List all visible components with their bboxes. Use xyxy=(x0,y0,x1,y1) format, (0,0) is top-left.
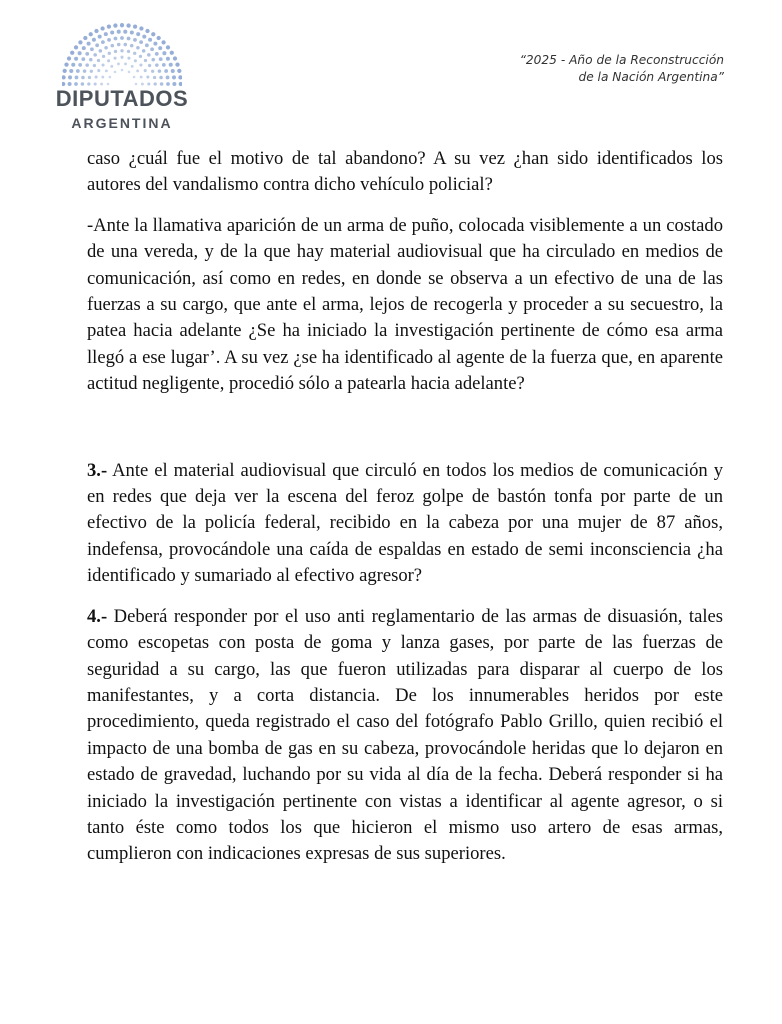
dome-dot xyxy=(89,58,93,62)
dome-dot xyxy=(130,31,134,35)
dome-dot xyxy=(74,57,78,61)
dome-dot xyxy=(117,30,121,34)
paragraph-weapon-question: -Ante la llamativa aparición de un arma de puño, colocada visiblemente a un costado de una vereda, y de la que hay material audiovisual que ha circulado en medios de comunicación, así como en redes, en donde se observa a un efectivo de una de las fuerzas a su cargo, que ante el arma, lejos de recogerla y proceder a su secuestro, la patea hacia adelante ¿Se ha iniciado la investigación pertinente de cómo esa arma llegó a ese lugar’. A su vez ¿se ha identificado al agente de la fuerza que, en aparente actitud negligente, procedió sólo a patearla hacia adelante? xyxy=(87,214,723,395)
dome-dot xyxy=(94,29,98,33)
dome-dot xyxy=(85,52,89,56)
dome-dot xyxy=(139,26,143,30)
dome-dot xyxy=(139,40,143,44)
dome-dot xyxy=(158,69,162,73)
dome-dot xyxy=(120,49,123,52)
dome-dot xyxy=(173,56,177,60)
dome-dot xyxy=(109,76,112,79)
dome-dot xyxy=(81,76,85,80)
dome-dot xyxy=(97,59,100,62)
dome-dot xyxy=(177,69,181,73)
dome-dot xyxy=(130,44,134,48)
dome-dot xyxy=(74,45,78,49)
dome-dot xyxy=(104,32,108,36)
dome-dot xyxy=(155,52,159,56)
dome-dot xyxy=(97,69,100,72)
dome-dot xyxy=(142,35,146,39)
dome-dot xyxy=(151,32,155,36)
dome-dot xyxy=(124,62,127,65)
dome-dot xyxy=(92,38,96,42)
dome-dot xyxy=(127,50,130,53)
dome-dot xyxy=(136,69,139,72)
item-3 xyxy=(87,458,723,590)
dome-dot xyxy=(139,64,142,67)
dome-dot xyxy=(85,63,89,67)
dome-dot xyxy=(89,32,93,36)
dome-dot xyxy=(105,69,108,72)
dome-dot xyxy=(159,57,163,61)
dome-dot xyxy=(153,76,156,79)
dome-dot xyxy=(145,43,149,47)
dome-dot xyxy=(147,53,151,57)
dome-dot xyxy=(121,69,124,72)
dome-dot xyxy=(171,69,175,73)
dome-dot xyxy=(166,45,170,49)
dome-dot xyxy=(123,30,127,34)
document-body xyxy=(87,146,723,868)
dome-dot xyxy=(63,69,67,73)
dome-dot xyxy=(95,76,98,79)
dome-dot xyxy=(104,46,108,50)
dome-dot xyxy=(153,42,157,46)
item-4-number: 4.- xyxy=(87,605,108,627)
dome-dot xyxy=(76,69,80,73)
dome-dot xyxy=(83,69,87,73)
dome-dot xyxy=(127,37,131,41)
dome-dot xyxy=(107,83,110,86)
dome-dot xyxy=(64,62,68,66)
dome-dot xyxy=(107,38,111,42)
dome-dot xyxy=(133,38,137,42)
dome-dot xyxy=(100,26,104,30)
dome-dot xyxy=(102,64,105,67)
logo-subtitle: ARGENTINA xyxy=(71,115,173,131)
dome-dot xyxy=(128,71,131,74)
dome-dot xyxy=(151,70,154,73)
year-motto xyxy=(520,52,724,86)
dome-dot xyxy=(114,50,117,53)
dome-dot xyxy=(111,44,115,48)
dome-dot xyxy=(166,76,170,80)
dome-dot xyxy=(100,83,103,86)
dome-dot xyxy=(145,29,149,33)
dome-dot xyxy=(78,51,82,55)
dome-dot xyxy=(68,75,72,79)
dome-dot xyxy=(123,43,127,47)
dome-dot xyxy=(162,51,166,55)
dome-dot xyxy=(69,69,73,73)
dome-dot xyxy=(127,57,130,60)
item-4-text: Deberá responder por el uso anti reglamentario de las armas de disuasión, tales como escopetas con posta de goma y lanza gases, por parte de las fuerzas de seguridad a su cargo, las que fueron utilizadas para disparar al cuerpo de los manifestantes, y a corta distancia. De los innumerables heridos por este procedimiento, queda registrado el caso del fotógrafo Pablo Grillo, quien recibió el impacto de una bomba de gas en su cabeza, provocándole heridas que lo dejaron en estado de gravedad, luchando por su vida al día de la fecha. Deberá responder si ha iniciado la investigación pertinente con vistas a identificar al agente agresor, o si tanto éste como todos los que hicieron el mismo uso artero de esas armas, cumplieron con indicaciones expresas de sus superiores. xyxy=(87,605,723,865)
dome-dot xyxy=(161,40,165,44)
dome-dot xyxy=(95,43,99,47)
dome-dot xyxy=(133,52,136,55)
dome-dot xyxy=(62,75,66,79)
dome-dot xyxy=(175,62,179,66)
dome-dot xyxy=(155,63,159,67)
dome-dot xyxy=(70,51,74,55)
page-header xyxy=(0,0,782,140)
dome-dot xyxy=(113,23,117,27)
dome-dot xyxy=(144,69,147,72)
dome-dot xyxy=(93,53,97,57)
dome-dot xyxy=(82,46,86,50)
dome-dot xyxy=(78,40,82,44)
dome-dot xyxy=(169,63,173,67)
item-3-text: Ante el material audiovisual que circuló en todos los medios de comunicación y en redes que deja ver la escena del feroz golpe de bastón tonfa por parte de un efectivo de la policía federal, recibido en la cabeza por una mujer de 87 años, indefensa, provocándole una caída de espaldas en estado de semi inconsciencia ¿ha identificado y sumariado al efectivo agresor? xyxy=(87,459,723,587)
paragraph-vehicle-question: caso ¿cuál fue el motivo de tal abandono? A su vez ¿han sido identificados los autores del vandalismo contra dicho vehículo policial? xyxy=(87,148,723,196)
dome-dot xyxy=(101,76,104,79)
dome-dot xyxy=(88,76,91,79)
dome-dot xyxy=(142,49,146,53)
dome-dot xyxy=(110,31,114,35)
dome-dot xyxy=(98,35,102,39)
dome-dot xyxy=(90,47,94,51)
dome-dot xyxy=(134,59,137,62)
congress-dome-icon xyxy=(62,18,182,86)
dome-dot xyxy=(99,49,103,53)
dome-dot xyxy=(136,46,140,50)
dome-dot xyxy=(90,70,93,73)
dome-dot xyxy=(148,64,151,67)
dome-dot xyxy=(75,76,79,80)
dome-dot xyxy=(148,38,152,42)
dome-dot xyxy=(139,55,142,58)
dome-dot xyxy=(133,76,136,79)
dome-dot xyxy=(146,76,149,79)
dome-dot xyxy=(157,36,161,40)
dome-dot xyxy=(135,83,138,86)
dome-dot xyxy=(144,59,147,62)
dome-dot xyxy=(83,36,87,40)
dome-dot xyxy=(87,42,91,46)
dome-dot xyxy=(117,43,121,47)
dome-dot xyxy=(110,65,113,68)
dome-dot xyxy=(150,47,154,51)
dome-dot xyxy=(108,52,111,55)
dome-dot xyxy=(178,75,182,79)
dome-dot xyxy=(120,23,124,27)
motto-line-1: “2025 - Año de la Reconstrucción xyxy=(519,53,724,67)
dome-dot xyxy=(102,55,105,58)
dome-dot xyxy=(78,63,82,67)
dome-dot xyxy=(170,51,174,55)
dome-dot xyxy=(141,83,144,86)
dome-dot xyxy=(71,63,75,67)
dome-dot xyxy=(162,63,166,67)
dome-dot xyxy=(114,57,117,60)
dome-dot xyxy=(158,46,162,50)
dome-dot xyxy=(114,37,118,41)
dome-dot xyxy=(107,25,111,29)
dome-dot xyxy=(151,58,155,62)
dome-dot xyxy=(101,40,105,44)
dome-dot xyxy=(81,57,85,61)
dome-dot xyxy=(93,64,96,67)
dome-dot xyxy=(164,69,168,73)
motto-line-2: de la Nación Argentina” xyxy=(578,70,724,84)
dome-dot xyxy=(172,75,176,79)
item-3-number: 3.- xyxy=(87,459,108,481)
dome-dot xyxy=(133,25,137,29)
logo-title: DIPUTADOS xyxy=(55,86,189,111)
dome-dot xyxy=(114,71,117,74)
dome-dot xyxy=(136,32,140,36)
dome-dot xyxy=(131,65,134,68)
dome-dot xyxy=(159,76,163,80)
dome-dot xyxy=(140,76,143,79)
item-4 xyxy=(87,604,723,868)
diputados-logo xyxy=(52,18,202,133)
dome-dot xyxy=(120,36,124,40)
dome-dot xyxy=(117,62,120,65)
dome-dot xyxy=(126,23,130,27)
dome-dot xyxy=(67,56,71,60)
dome-dot xyxy=(107,59,110,62)
dome-dot xyxy=(166,57,170,61)
dome-dot xyxy=(120,56,123,59)
